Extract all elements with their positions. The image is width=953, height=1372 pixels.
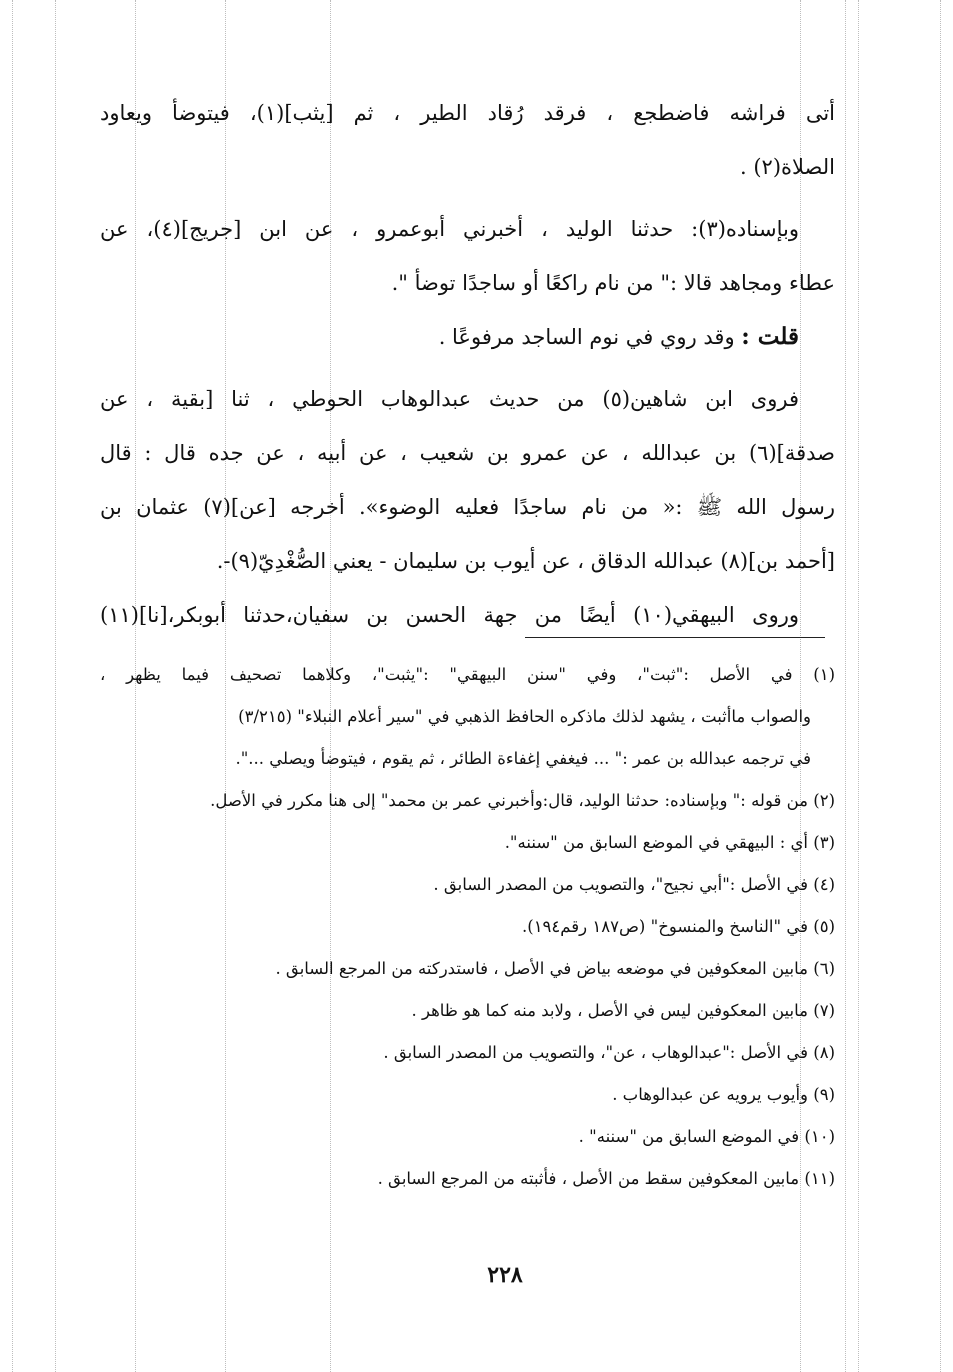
footnote-line: (٩) وأيوب يرويه عن عبدالوهاب . bbox=[612, 1085, 835, 1104]
text-line: الصلاة(٢) . bbox=[740, 155, 835, 179]
text-line: رسول الله ﷺ :« من نام ساجدًا فعليه الوضوء». أخرجه [عن](٧) عثمان بن bbox=[100, 495, 835, 519]
scan-line bbox=[12, 0, 13, 1372]
page-number: ٢٢٨ bbox=[487, 1262, 523, 1288]
footnote-line: (٨) في الأصل :"عبدالوهاب ، عن"، والتصويب من المصدر السابق . bbox=[383, 1043, 835, 1062]
scan-line bbox=[845, 0, 846, 1372]
document-page bbox=[100, 0, 835, 1372]
text-line-content: وقد روي في نوم الساجد مرفوعًا . bbox=[438, 325, 735, 349]
text-line: وروى البيهقي(١٠) أيضًا من جهة الحسن بن سفيان،حدثنا أبوبكر،[نا](١١) bbox=[100, 603, 799, 627]
scan-line bbox=[858, 0, 859, 1372]
scan-line bbox=[55, 0, 56, 1372]
text-line: عطاء ومجاهد قالا :" من نام راكعًا أو ساجدًا توضأ ". bbox=[391, 271, 835, 295]
footnote-line: والصواب ماأثبت ، يشهد لذلك ماذكره الحافظ الذهبي في "سير أعلام النبلاء" (٣/٢١٥) bbox=[238, 707, 811, 726]
text-line: وبإسناده(٣): حدثنا الوليد ، أخبرني أبوعمرو ، عن ابن [جريج](٤)، عن bbox=[100, 217, 799, 241]
text-line bbox=[100, 310, 835, 364]
footnote-line: (٢) من قوله :" وبإسناده: حدثنا الوليد، قال:وأخبرني عمر بن محمد" إلى هنا مكرر في الأصل. bbox=[210, 791, 835, 810]
text-line: أتى فراشه فاضطجع ، فرقد رُقاد الطير ، ثم [يثب](١)، فيتوضأ ويعاود bbox=[100, 101, 835, 125]
footnote-line: (٤) في الأصل :"أبي نجيح"، والتصويب من المصدر السابق . bbox=[433, 875, 835, 894]
footnote-line: (٥) في "الناسخ والمنسوخ" (ص١٨٧ رقم١٩٤). bbox=[522, 917, 835, 936]
qult-label: قلت : bbox=[741, 323, 799, 350]
footnote-divider bbox=[525, 637, 825, 638]
scan-line bbox=[940, 0, 941, 1372]
footnote-line: (١١) مابين المعكوفين سقط من الأصل ، فأثبته من المرجع السابق . bbox=[377, 1169, 835, 1188]
text-line: فروى ابن شاهين(٥) من حديث عبدالوهاب الحوطي ، ثنا [بقية ، عن bbox=[100, 387, 800, 411]
footnotes bbox=[100, 654, 835, 1200]
text-line: صدقة](٦) بن عبدالله ، عن عمرو بن شعيب ، عن أبيه ، عن جده قال : قال bbox=[100, 441, 835, 465]
footnote-line: (١٠) في الموضع السابق من "سننه" . bbox=[578, 1127, 835, 1146]
text-line: [أحمد بن](٨) عبدالله الدقاق ، عن أيوب بن سليمان - يعني الصُّغْدِيّ(٩)-. bbox=[216, 549, 835, 573]
footnote-line: (٧) مابين المعكوفين ليس في الأصل ، ولابد منه كما هو ظاهر . bbox=[411, 1001, 835, 1020]
footnote-line: في ترجمه عبدالله بن عمر :" ... فيغفي إغفاءة الطائر ، ثم يقوم ، فيتوضأ ويصلي ...". bbox=[235, 749, 811, 768]
footnote-line: (٦) مابين المعكوفين في موضعه بياض في الأصل ، فاستدركته من المرجع السابق . bbox=[275, 959, 835, 978]
main-text bbox=[100, 86, 835, 642]
footnote-line: (٣) أي : البيهقي في الموضع السابق من "سننه". bbox=[504, 833, 835, 852]
footnote-line: (١) في الأصل :"ثبت"، وفي "سنن البيهقي" :"يثبت"، وكلاهما تصحيف فيما يظهر ، bbox=[100, 665, 835, 684]
